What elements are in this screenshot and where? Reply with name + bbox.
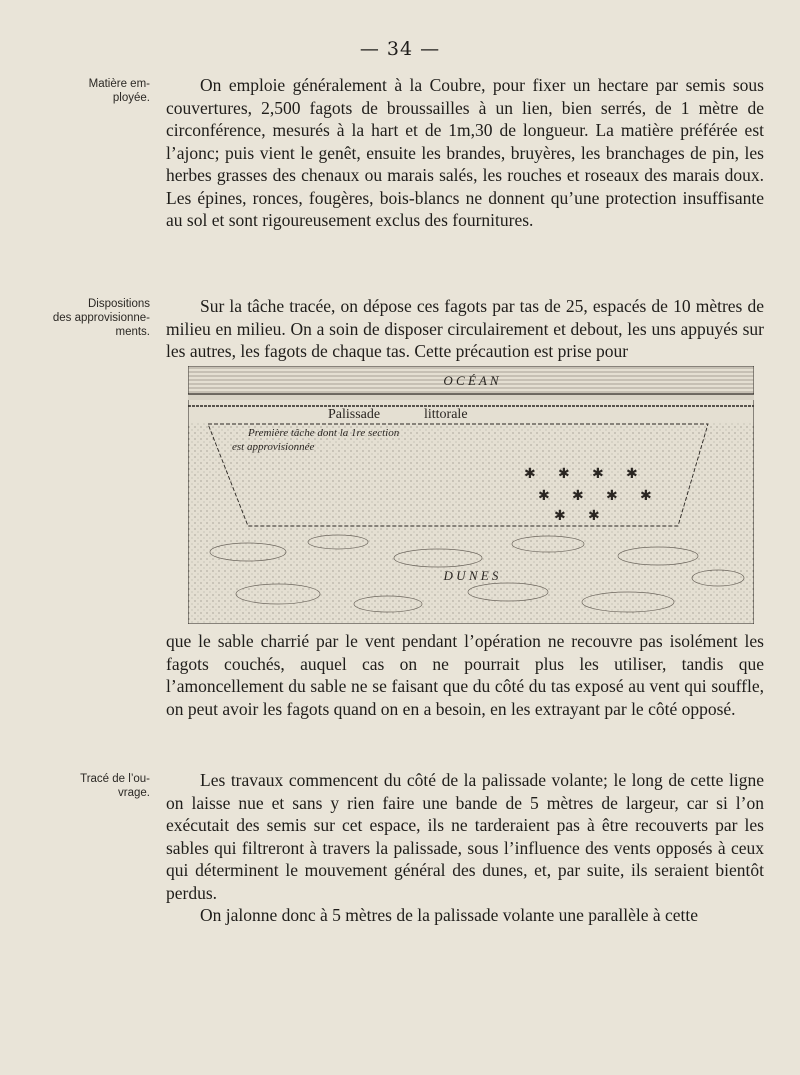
page-number: — 34 — <box>359 38 441 60</box>
littorale-label: littorale <box>424 407 468 422</box>
fagot-pile: ✱ <box>626 466 638 482</box>
fagot-pile: ✱ <box>538 488 550 504</box>
dune-plan-svg <box>188 366 754 624</box>
fagot-pile: ✱ <box>558 466 570 482</box>
paragraph-jalonne: On jalonne donc à 5 mètres de la palissade volante une parallèle à cette <box>200 905 699 925</box>
fagot-pile: ✱ <box>588 508 600 524</box>
fagot-pile: ✱ <box>606 488 618 504</box>
dune-plan-figure <box>188 366 754 624</box>
shore-line <box>188 394 754 400</box>
first-task-label-line2: est approvisionnée <box>232 441 315 453</box>
first-task-label-line1: Première tâche dont la 1re section <box>248 427 400 439</box>
margin-note-matiere: Matière em- ployée. <box>88 78 150 104</box>
fagot-pile: ✱ <box>572 488 584 504</box>
fagot-pile: ✱ <box>524 466 536 482</box>
fagot-pile: ✱ <box>592 466 604 482</box>
margin-note-trace: Tracé de l’ou- vrage. <box>80 773 150 799</box>
margin-note-dispositions: Dispositions des approvisionne- ments. <box>52 298 150 338</box>
paragraph-continued: que le sable charrié par le vent pendant l’opération ne recouvre pas isolément les fagots couchés, auquel cas on ne pourrait plus les utiliser, tandis que l’amoncellement du sable ne se faisant que du côté du tas exposé au vent qui souffle, on peut avoir les fagots quand on en a besoin, en les extrayant par le côté opposé. <box>166 631 764 719</box>
paragraph-dispositions: Sur la tâche tracée, on dépose ces fagots par tas de 25, espacés de 10 mètres de milieu en milieu. On a soin de disposer circulairement et debout, les uns appuyés sur les autres, les fagots de chaque tas. Cette précaution est prise pour <box>166 296 764 361</box>
fagot-pile: ✱ <box>640 488 652 504</box>
fagot-pile: ✱ <box>554 508 566 524</box>
ocean-label: O C É A N <box>443 373 499 388</box>
dunes-label: D U N E S <box>443 568 499 583</box>
palissade-label: Palissade <box>328 407 381 422</box>
paragraph-trace: Les travaux commencent du côté de la palissade volante; le long de cette ligne on laisse nue et sans y rien faire une bande de 5 mètres de largeur, car si l’on exécutait des semis sur cet espace, ils ne tarderaient pas à être recouverts par les sables qui filtreront à travers la palissade, sous l’influence des vents opposés à ceux qui déterminent le mouvement général des dunes, et, par suite, ils seraient bientôt perdus. <box>166 770 764 903</box>
paragraph-matiere: On emploie généralement à la Coubre, pour fixer un hectare par semis sous couvertures, 2,500 fagots de broussailles à un lien, bien serrés, de 1 mètre de circonférence, mesurés à la hart et de 1m,30 de longueur. La matière préférée est l’ajonc; puis vient le genêt, ensuite les brandes, bruyères, les branchages de pin, les herbes grasses des chenaux ou marais salés, les rouches et roseaux des marais doux. Les épines, ronces, fougères, bois-blancs ne donnent qu’une protection insuffisante au sol et sont rigoureusement exclus des fournitures. <box>166 75 764 230</box>
